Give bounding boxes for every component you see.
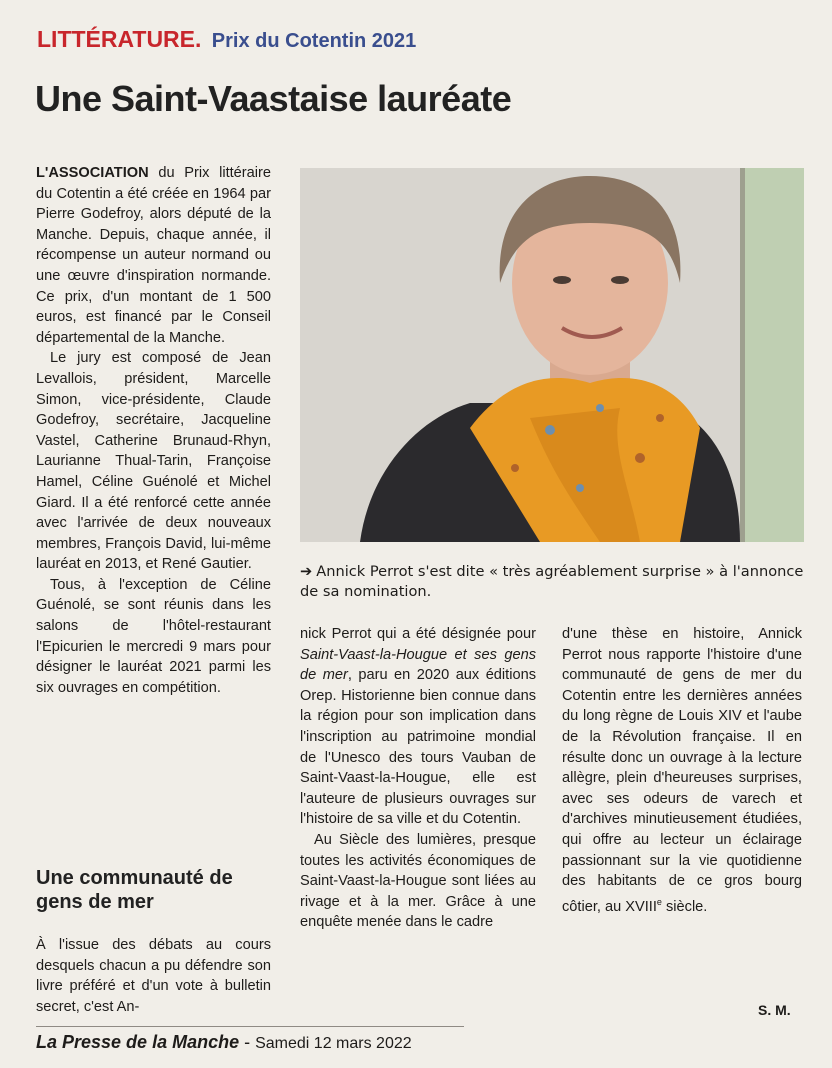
article-column-2 — [300, 624, 536, 933]
section-label: LITTÉRATURE. — [37, 26, 202, 52]
paragraph-text: du Prix littéraire du Cotentin a été créée en 1964 par Pierre Godefroy, alors député de la Manche. Depuis, chaque année, il récompense un auteur normand ou une œuvre d'inspiration normande. Ce prix, d'un montant de 1 500 euros, est financé par le Conseil départemental de la Manche. — [36, 165, 271, 346]
caption-text: Annick Perrot s'est dite « très agréablement surprise » à l'annonce de sa nomination. — [300, 563, 804, 600]
article-headline: Une Saint-Vaastaise lauréate — [35, 78, 512, 119]
article-column-1 — [36, 163, 271, 698]
page-footer — [36, 1032, 412, 1053]
paragraph-jury: Le jury est composé de Jean Levallois, président, Marcelle Simon, vice-présidente, Claude Godefroy, secrétaire, Jacqueline Vastel, Catherine Brunaud-Rhyn, Laurianne Thual-Tarin, Françoise Hamel, Céline Guénolé et Michel Giard. Il a été renforcé cette année avec l'arrivée de deux nouveaux membres, François David, lui-même lauréat en 2013, et René Gautier. — [36, 350, 271, 573]
article-column-3 — [562, 624, 802, 917]
article-kicker — [37, 26, 416, 53]
paragraph-history: Au Siècle des lumières, presque toutes les activités économiques de Saint-Vaast-la-Hougue sont liées au rivage et à la mer. Grâce à une enquête menée dans le cadre — [300, 831, 536, 931]
paragraph-text: d'une thèse en histoire, Annick Perrot nous rapporte l'histoire d'une communauté de gens de mer du Cotentin entre les dernières années du long règne de Louis XIV et l'aube de la Révolution française. Il en résulte donc un ouvrage à la lecture allègre, plein d'heureuses surprises, avec ses odeurs de varech et d'archives minutieusement étudiées, qui offre au lecteur un éclairage passionnant sur la vie quotidienne des habitants de ce gros bourg côtier, au XVIII — [562, 626, 802, 915]
paragraph-book — [562, 624, 802, 917]
paragraph-laureate — [300, 624, 536, 830]
lead-word: L'ASSOCIATION — [36, 165, 149, 181]
article-subheading: Une communauté de gens de mer — [36, 867, 233, 913]
paragraph-vote: À l'issue des débats au cours desquels chacun a pu défendre son livre préféré et d'un vote à bulletin secret, c'est An- — [36, 937, 271, 1015]
publication-date: Samedi 12 mars 2022 — [255, 1035, 412, 1052]
footer-rule — [36, 1026, 464, 1027]
right-arrow-icon: ➔ — [300, 563, 313, 580]
portrait-illustration — [300, 168, 804, 542]
paragraph-text: nick Perrot qui a été désignée pour — [300, 626, 536, 642]
article-column-1-continued — [36, 935, 271, 1017]
topic-label: Prix du Cotentin 2021 — [211, 30, 417, 52]
paragraph-text: , paru en 2020 aux éditions Orep. Historienne bien connue dans la région pour son implication dans l'inscription au patrimoine mondial de l'Unesco des tours Vauban de Saint-Vaast-la-Hougue, elle est l'auteure de plusieurs ouvrages sur l'histoire de sa ville et du Cotentin. — [300, 667, 536, 828]
publication-name: La Presse de la Manche — [36, 1032, 240, 1052]
footer-separator: - — [239, 1032, 256, 1052]
paragraph-intro — [36, 163, 271, 348]
paragraph-meeting: Tous, à l'exception de Céline Guénolé, se sont réunis dans les salons de l'hôtel-restaurant l'Epicurien le mercredi 9 mars pour désigner le lauréat 2021 parmi les six ouvrages en compétition. — [36, 576, 271, 696]
book-title: Saint-Vaast-la-Hougue et ses gens de mer — [300, 646, 536, 684]
superscript: e — [656, 896, 662, 907]
portrait-photo — [300, 168, 804, 542]
photo-caption — [300, 562, 810, 602]
paragraph-text: siècle. — [661, 898, 708, 915]
author-signature: S. M. — [758, 1002, 791, 1018]
